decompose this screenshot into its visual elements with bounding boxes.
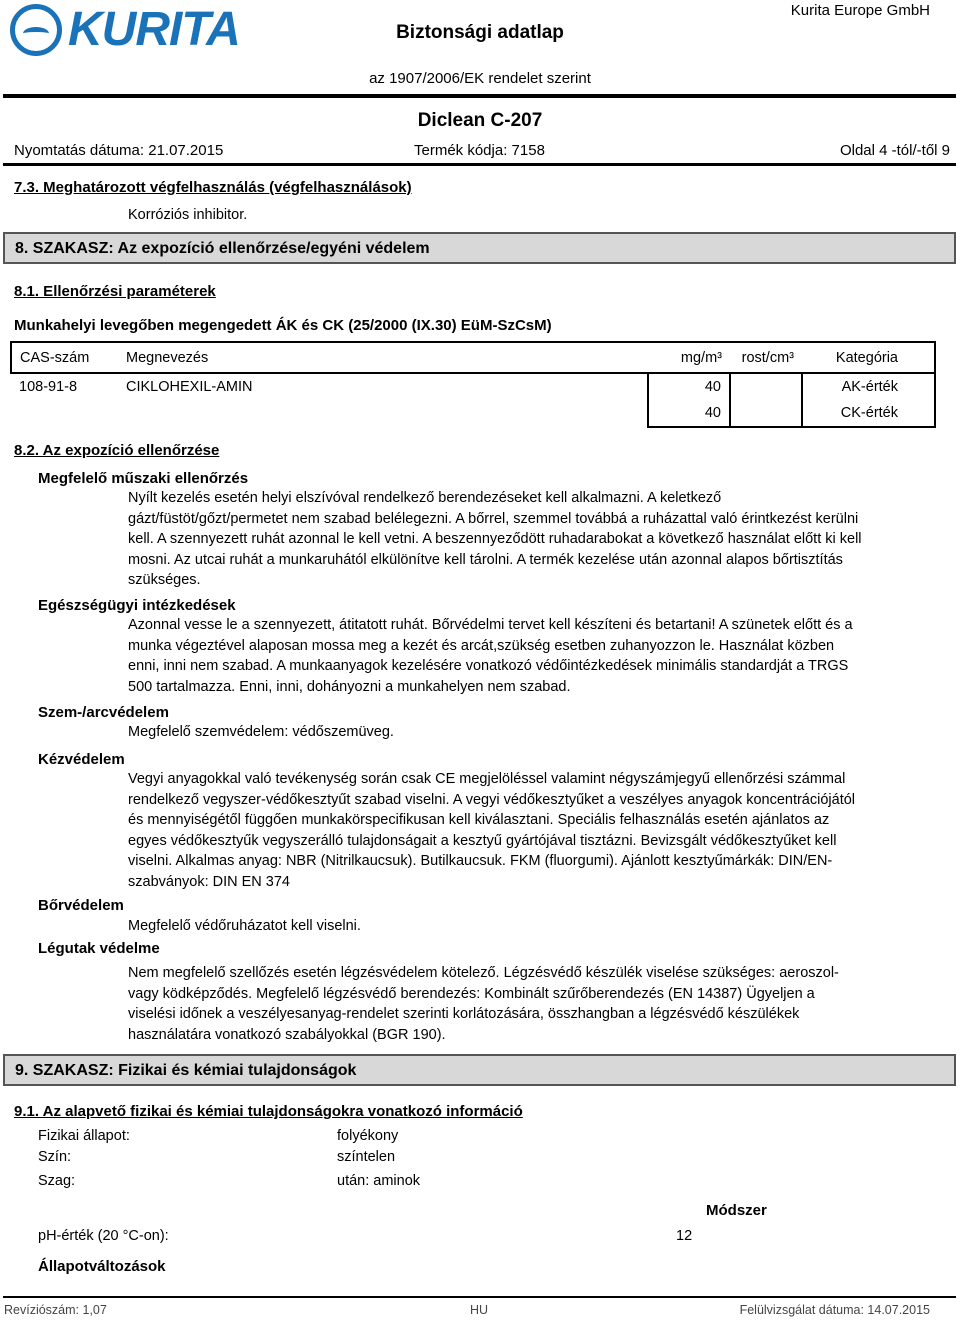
state-changes-title: Állapotváltozások: [38, 1258, 166, 1275]
section-8-bar: 8. SZAKASZ: Az expozíció ellenőrzése/egyéni védelem: [3, 232, 956, 264]
col-cas: CAS-szám: [11, 342, 118, 373]
cell-category: CK-érték: [802, 400, 935, 427]
logo-text: KURITA: [68, 3, 240, 56]
cell-mg: 40: [648, 400, 730, 427]
product-name: Diclean C-207: [417, 110, 543, 131]
table-row: [11, 400, 935, 427]
hand-protection-title: Kézvédelem: [38, 751, 125, 768]
print-date: Nyomtatás dátuma: 21.07.2015: [14, 142, 224, 159]
hand-protection-text: Vegyi anyagokkal való tevékenység során csak CE megjelöléssel valamint négyszámjegyű ellenőrzési számmal rendelkező vegyszer-védőkesztyűt szabad viselni. A vegyi védőkesztyűket a veszélyes anyagok koncentrációjától és mennyiségétől függően munkakörspecifikusan kell kiválasztani. Speciális felhasználás esetén ajánlatos az egyes védőkesztyűk vegyszerálló tulajdonságait a kesztyű gyártójával tisztázni. Bevizsgált védőkesztyűket kell viselni. Alkalmas anyag: NBR (Nitrilkaucsuk). Butilkaucsuk. FKM (fluorgumi). Ajánlott kesztyűmárkák: DIN/EN-szabványok: DIN EN 374: [128, 771, 856, 890]
col-rost: rost/cm³: [730, 342, 802, 373]
odor-value: után: aminok: [337, 1173, 421, 1189]
cell-name: CIKLOHEXIL-AMIN: [126, 379, 253, 395]
hygiene-title: Egészségügyi intézkedések: [38, 597, 236, 614]
section-7-3-text: Korróziós inhibitor.: [128, 207, 248, 223]
cell-cas: 108-91-8: [19, 379, 78, 395]
state-label: Fizikai állapot:: [38, 1128, 130, 1144]
section-8-1-heading: 8.1. Ellenőrzési paraméterek: [14, 283, 216, 300]
exposure-limits-table: [10, 341, 936, 428]
product-code: Termék kódja: 7158: [414, 142, 545, 159]
skin-protection-title: Bőrvédelem: [38, 897, 124, 914]
footer-divider: [3, 1296, 956, 1298]
section-8-2-heading: 8.2. Az expozíció ellenőrzése: [14, 442, 220, 459]
ph-value: 12: [676, 1228, 693, 1244]
col-name: Megnevezés: [118, 342, 648, 373]
engineering-controls-title: Megfelelő műszaki ellenőrzés: [38, 470, 249, 487]
respiratory-protection-text: Nem megfelelő szellőzés esetén légzésvédelem kötelező. Légzésvédő készülék viselése szükséges: aeroszol- vagy ködképződés. Megfelelő légzésvédő berendezés: Kombinált szűrőberendezés (EN 14387) Ügyeljen a viselési időnek a veszélyesanyag-rendelet szerinti korlátozására, összhangban a légzésvédő készülékek használatára vonatkozó szabályokkal (BGR 190).: [128, 965, 839, 1043]
language-code: HU: [470, 1303, 489, 1317]
color-value: színtelen: [337, 1149, 396, 1165]
document-title: Biztonsági adatlap: [396, 22, 564, 43]
revision-number: Revíziószám: 1,07: [4, 1303, 107, 1317]
page-number: Oldal 4 -tól/-től 9: [839, 142, 950, 159]
eye-protection-title: Szem-/arcvédelem: [38, 704, 169, 721]
header-divider: [3, 94, 956, 98]
regulation-note: az 1907/2006/EK rendelet szerint: [369, 70, 591, 87]
cell-mg: 40: [648, 373, 730, 400]
hygiene-text: Azonnal vesse le a szennyezett, átitatott ruhát. Bőrvédelmi tervet kell készíteni és betartani! A szünetek előtt és a munka végeztével alaposan mossa meg a kezét és arcát,szükség esetben zuhanyozzon le. Használat közben enni, inni nem szabad. A munkaanyagok kezelésére vonatkozó védőintézkedések minimális standardját a TRGS 500 tartalmazza. Enni, inni, dohányozni a munkahelyen nem szabad.: [128, 617, 853, 695]
ph-label: pH-érték (20 °C-on):: [38, 1228, 169, 1244]
state-value: folyékony: [337, 1128, 399, 1144]
col-category: Kategória: [802, 342, 935, 373]
eye-protection-text: Megfelelő szemvédelem: védőszemüveg.: [128, 724, 394, 740]
review-date: Felülvizsgálat dátuma: 14.07.2015: [739, 1303, 930, 1317]
cell-rost: [730, 400, 802, 427]
section-7-3-heading: 7.3. Meghatározott végfelhasználás (végfelhasználások): [14, 179, 412, 196]
engineering-controls-text: Nyílt kezelés esetén helyi elszívóval rendelkező berendezéseket kell alkalmazni. A keletkező gázt/füstöt/gőzt/permetet nem szabad belélegezni. A bőrrel, szemmel továbbá a ruházattal való érintkezést kerülni kell. A szennyezett ruhát azonnal le kell vetni. A beszennyeződött ruhadarabokat a következő használat előtt ki kell mosni. Az utcai ruhát a munkaruhától elkülönítve kell tárolni. A termék kezelése után azonnal alapos bőrtisztítás szükséges.: [128, 490, 862, 588]
cell-rost: [730, 373, 802, 400]
color-label: Szín:: [38, 1149, 72, 1165]
cell-category: AK-érték: [802, 373, 935, 400]
odor-label: Szag:: [38, 1173, 76, 1189]
header-divider-bottom: [3, 163, 956, 166]
company-name: Kurita Europe GmbH: [790, 2, 930, 19]
col-mg: mg/m³: [648, 342, 730, 373]
respiratory-protection-title: Légutak védelme: [38, 940, 160, 957]
section-9-1-heading: 9.1. Az alapvető fizikai és kémiai tulajdonságokra vonatkozó információ: [14, 1103, 523, 1120]
method-header: Módszer: [706, 1202, 767, 1219]
table-row: [11, 373, 935, 400]
section-9-bar: 9. SZAKASZ: Fizikai és kémiai tulajdonságok: [3, 1054, 956, 1086]
skin-protection-text: Megfelelő védőruházatot kell viselni.: [128, 918, 361, 934]
limits-title: Munkahelyi levegőben megengedett ÁK és CK (25/2000 (IX.30) EüM-SzCsM): [14, 317, 552, 334]
